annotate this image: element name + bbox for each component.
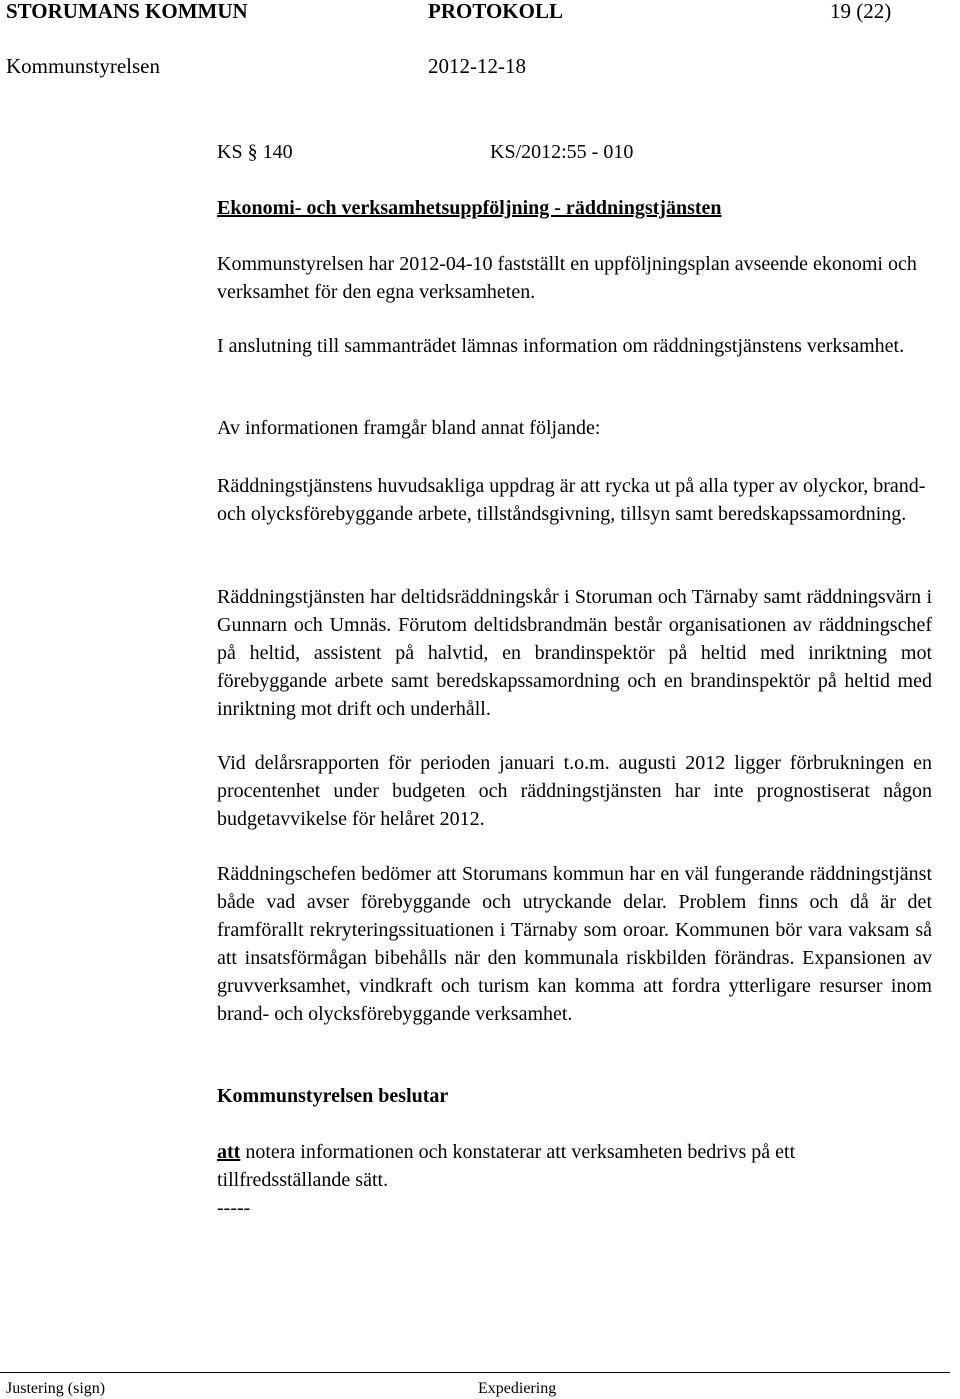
decision-text <box>217 1138 932 1194</box>
decision-body: notera informationen och konstaterar att verksamheten bedrivs på ett tillfredsställande sätt. <box>217 1141 796 1191</box>
paragraph-1: Kommunstyrelsen har 2012-04-10 fastställt en uppföljningsplan avseende ekonomi och verksamhet för den egna verksamheten. <box>217 253 917 303</box>
paragraph-4: Räddningstjänstens huvudsakliga uppdrag är att rycka ut på alla typer av olyckor, brand- och olycksförebyggande arbete, tillståndsgivning, tillsyn samt beredskapssamordning. <box>217 475 926 525</box>
case-number: KS § 140 <box>217 141 293 163</box>
board-name: Kommunstyrelsen <box>6 54 160 78</box>
end-mark: ----- <box>217 1197 251 1219</box>
paragraph-3: Av informationen framgår bland annat följande: <box>217 417 601 439</box>
footer-divider <box>0 1372 950 1373</box>
paragraph-6: Vid delårsrapporten för perioden januari t.o.m. augusti 2012 ligger förbrukningen en procentenhet under budgeten och räddningstjänsten har inte prognostiserat någon budgetavvikelse för helåret 2012. <box>217 752 932 830</box>
paragraph-7: Räddningschefen bedömer att Storumans kommun har en väl fungerande räddningstjänst både vad avser förebyggande och utryckande delar. Problem finns och då är det framförallt rekryteringssituationen i Tärnaby som oroar. Kommunen bör vara vaksam så att insatsförmågan bibehålls när den kommunala riskbilden förändras. Expansionen av gruvverksamhet, vindkraft och turism kan komma att fordra ytterligare resurser inom brand- och olycksförebyggande verksamhet. <box>217 863 932 1025</box>
document-type: PROTOKOLL <box>428 0 563 23</box>
municipality-name: STORUMANS KOMMUN <box>6 0 248 23</box>
paragraph-2: I anslutning till sammanträdet lämnas information om räddningstjänstens verksamhet. <box>217 335 905 357</box>
meeting-date: 2012-12-18 <box>428 54 526 78</box>
footer-expediering: Expediering <box>478 1380 557 1397</box>
page-number: 19 (22) <box>830 0 892 23</box>
decision-heading: Kommunstyrelsen beslutar <box>217 1085 449 1107</box>
att-keyword: att <box>217 1141 241 1163</box>
case-title: Ekonomi- och verksamhetsuppföljning - räddningstjänsten <box>217 197 722 219</box>
paragraph-5: Räddningstjänsten har deltidsräddningskår i Storuman och Tärnaby samt räddningsvärn i Gunnarn och Umnäs. Förutom deltidsbrandmän består organisationen av räddningschef på heltid, assistent på halvtid, en brandinspektör på heltid med inriktning mot förebyggande arbete samt beredskapssamordning och en brandinspektör på heltid med inriktning mot drift och underhåll. <box>217 586 932 720</box>
footer-justering: Justering (sign) <box>6 1380 106 1397</box>
case-reference: KS/2012:55 - 010 <box>490 141 634 163</box>
